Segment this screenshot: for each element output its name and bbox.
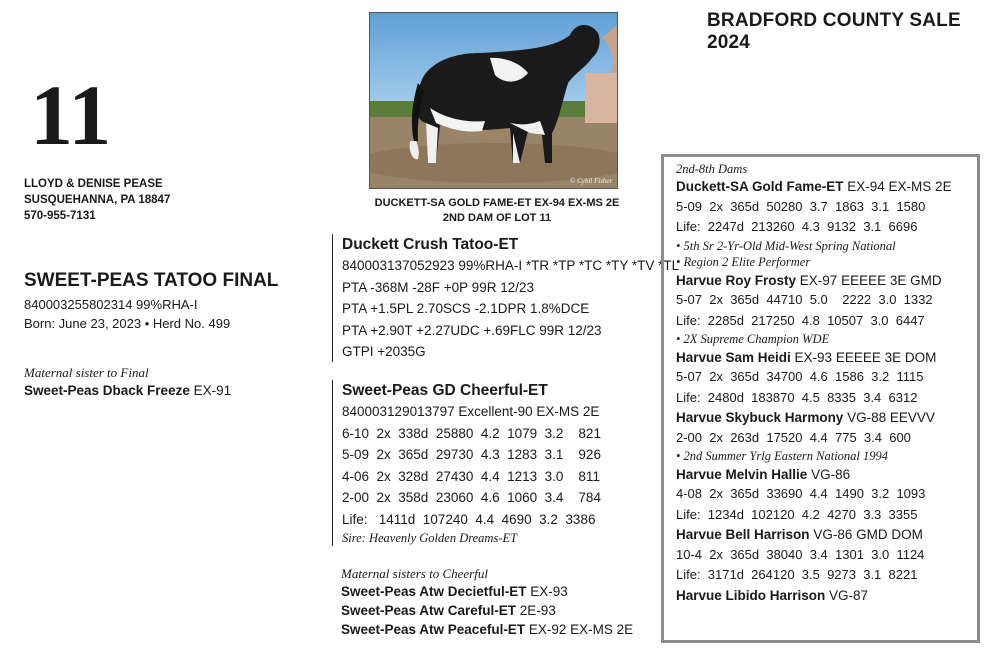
dam3-record: 5-07 2x 365d 44710 5.0 2222 3.0 1332: [676, 292, 933, 307]
dam3-entry: [676, 271, 977, 291]
photo-caption: [342, 196, 652, 226]
dams-box: [661, 154, 980, 643]
dam-record: 6-10 2x 338d 25880 4.2 1079 3.2 821: [342, 425, 601, 441]
sale-title: BRADFORD COUNTY SALE 2024: [707, 10, 961, 53]
dam6-lifetime: Life: 1234d 102120 4.2 4270 3.3 3355: [676, 506, 918, 522]
dam2-name: Duckett-SA Gold Fame-ET: [676, 179, 844, 194]
dam-registration: 840003129013797 Excellent-90 EX-MS 2E: [342, 404, 600, 419]
dam2-honor: • Region 2 Elite Performer: [676, 255, 811, 269]
animal-birth-date: Born: June 23, 2023 • Herd No. 499: [24, 316, 231, 331]
dam-record: 5-09 2x 365d 29730 4.3 1283 3.1 926: [342, 447, 601, 462]
dam4-score: EX-93 EEEEE 3E DOM: [790, 349, 937, 365]
animal-block: [24, 270, 278, 333]
dam5-entry: [676, 408, 977, 428]
dam8-score: VG-87: [825, 587, 869, 603]
sire-block: [332, 234, 679, 362]
cheerful-sisters-block: [341, 565, 633, 639]
dam3-name: Harvue Roy Frosty: [676, 272, 797, 288]
dam4-entry: [676, 348, 977, 368]
maternal-sister-score: EX-91: [189, 383, 232, 398]
lot-number: 11: [30, 67, 112, 163]
cheerful-sisters-note: Maternal sisters to Cheerful: [341, 566, 488, 581]
dam4-record: 5-07 2x 365d 34700 4.6 1586 3.2 1115: [676, 369, 924, 384]
dam6-name: Harvue Melvin Hallie: [676, 466, 808, 482]
sister-score: 2E-93: [516, 603, 556, 618]
dam5-score: VG-88 EEVVV: [843, 410, 935, 425]
dam8-name: Harvue Libido Harrison: [676, 587, 826, 603]
dam-sire-note: Sire: Heavenly Golden Dreams-ET: [342, 531, 518, 545]
sister-score: EX-93: [526, 584, 568, 599]
dam2-entry: [676, 177, 977, 197]
dam-lifetime-record: Life: 1411d 107240 4.4 4690 3.2 3386: [342, 511, 596, 527]
photo-credit: © Cybil Fisher: [570, 177, 613, 185]
dam4-name: Harvue Sam Heidi: [676, 349, 791, 365]
sister-entry: [341, 620, 633, 639]
sister-score: EX-92 EX-MS 2E: [525, 622, 634, 637]
consignor-block: [24, 176, 170, 224]
dam3-score: EX-97 EEEEE 3E GMD: [796, 272, 942, 288]
dam2-record: 5-09 2x 365d 50280 3.7 1863 3.1 1580: [676, 198, 926, 214]
maternal-sister-entry: [24, 381, 231, 400]
sister-name: Sweet-Peas Atw Decietful-ET: [341, 584, 527, 599]
sire-name: Duckett Crush Tatoo-ET: [342, 236, 519, 253]
sire-line: PTA +1.5PL 2.70SCS -2.1DPR 1.8%DCE: [342, 301, 590, 316]
sire-line: 840003137052923 99%RHA-I *TR *TP *TC *TY *TV *TL: [342, 258, 680, 273]
maternal-sister-name: Sweet-Peas Dback Freeze: [24, 383, 190, 398]
consignor-phone: 570-955-7131: [24, 210, 96, 222]
photo-caption-line2: 2ND DAM OF LOT 11: [442, 212, 552, 224]
dam8-entry: [676, 586, 977, 606]
sire-line: PTA +2.90T +2.27UDC +.69FLC 99R 12/23: [342, 322, 602, 338]
cow-photo: [369, 12, 618, 189]
dam2-honor: • 5th Sr 2-Yr-Old Mid-West Spring National: [676, 238, 896, 253]
dam6-score: VG-86: [807, 466, 851, 482]
dam-block: [332, 380, 601, 546]
dam7-entry: [676, 525, 977, 545]
consignor-address: SUSQUEHANNA, PA 18847: [24, 194, 171, 206]
dam7-name: Harvue Bell Harrison: [676, 527, 810, 542]
cow-photo-illustration: [370, 13, 618, 189]
sister-name: Sweet-Peas Atw Peaceful-ET: [341, 622, 526, 637]
dam-record: 2-00 2x 358d 23060 4.6 1060 3.4 784: [342, 490, 601, 505]
dam3-lifetime: Life: 2285d 217250 4.8 10507 3.0 6447: [676, 312, 925, 328]
dam7-score: VG-86 GMD DOM: [809, 527, 923, 542]
sister-entry: [341, 582, 633, 601]
dam2-lifetime: Life: 2247d 213260 4.3 9132 3.1 6696: [676, 219, 918, 234]
sire-line: GTPI +2035G: [342, 344, 426, 359]
maternal-sister-block: [24, 364, 231, 400]
sire-line: PTA -368M -28F +0P 99R 12/23: [342, 279, 534, 295]
dam6-entry: [676, 465, 977, 485]
consignor-name: LLOYD & DENISE PEASE: [24, 178, 163, 190]
dam7-record: 10-4 2x 365d 38040 3.4 1301 3.0 1124: [676, 546, 925, 562]
sister-name: Sweet-Peas Atw Careful-ET: [341, 603, 517, 618]
dam-record: 4-06 2x 328d 27430 4.4 1213 3.0 811: [342, 468, 600, 484]
dam6-record: 4-08 2x 365d 33690 4.4 1490 3.2 1093: [676, 486, 926, 501]
animal-name: SWEET-PEAS TATOO FINAL: [24, 270, 279, 291]
dam5-honor: • 2nd Summer Yrlg Eastern National 1994: [676, 449, 889, 463]
dam7-lifetime: Life: 3171d 264120 3.5 9273 3.1 8221: [676, 567, 918, 582]
dam2-score: EX-94 EX-MS 2E: [843, 179, 952, 194]
dams-box-heading: 2nd-8th Dams: [676, 162, 748, 176]
dam5-record: 2-00 2x 263d 17520 4.4 775 3.4 600: [676, 429, 911, 445]
animal-registration: 840003255802314 99%RHA-I: [24, 297, 198, 312]
photo-caption-line1: DUCKETT-SA GOLD FAME-ET EX-94 EX-MS 2E: [374, 197, 620, 209]
dam5-name: Harvue Skybuck Harmony: [676, 410, 844, 425]
dam-name: Sweet-Peas GD Cheerful-ET: [342, 382, 548, 399]
sister-entry: [341, 601, 633, 620]
maternal-sister-note: Maternal sister to Final: [24, 365, 149, 380]
dam4-lifetime: Life: 2480d 183870 4.5 8335 3.4 6312: [676, 389, 918, 405]
dam3-honor: • 2X Supreme Champion WDE: [676, 332, 830, 346]
